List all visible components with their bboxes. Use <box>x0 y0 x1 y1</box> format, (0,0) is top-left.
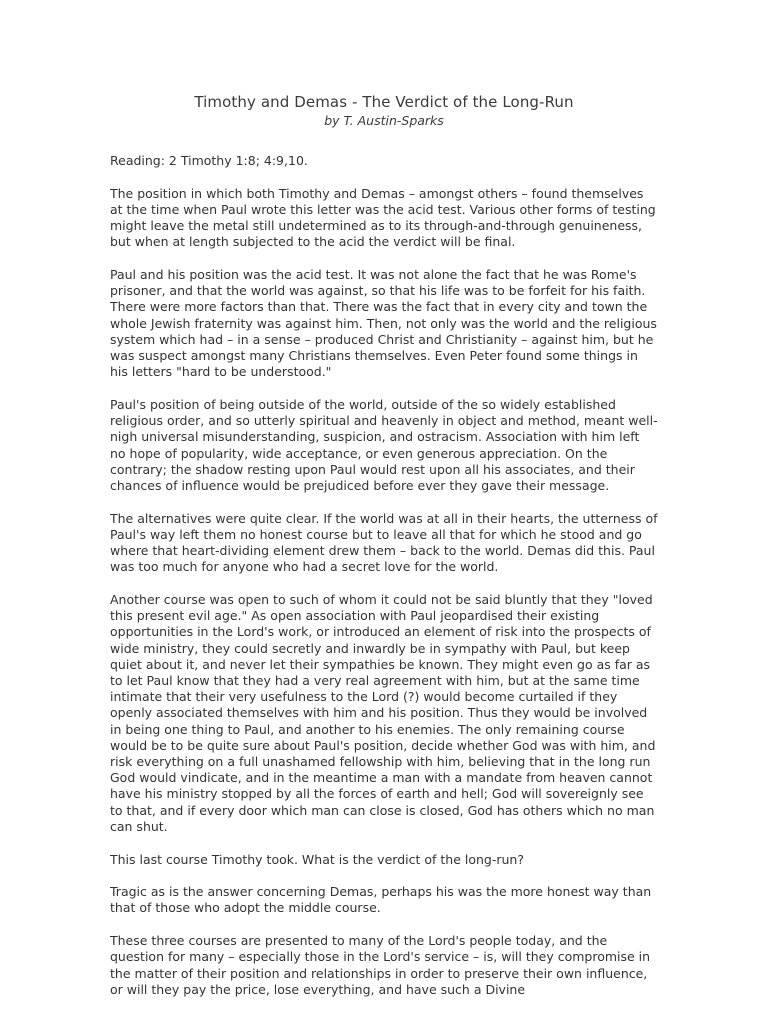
paragraph: This last course Timothy took. What is the verdict of the long-run? <box>110 851 524 867</box>
paragraph-reading: Reading: 2 Timothy 1:8; 4:9,10. <box>110 153 308 168</box>
paragraph: The position in which both Timothy and Demas – amongst others – found themselves at the time when Paul wrote this letter was the acid test. Various other forms of testing might leave the metal still undetermined as to its through-and-through genuineness, but when at length subjected to the acid the verdict will be final. <box>110 185 656 250</box>
paragraph: Another course was open to such of whom it could not be said bluntly that they "loved this present evil age." As open association with Paul jeopardised their existing opportunities in the Lord's work, or introduced an element of risk into the prospects of wide ministry, they could secretly and inwardly be in sympathy with Paul, but keep quiet about it, and never let their sympathies be known. They might even go as far as to let Paul know that they had a very real agreement with him, but at the same time intimate that their very usefulness to the Lord (?) would become curtailed if they openly associated themselves with him and his position. Thus they would be involved in being one thing to Paul, and another to his enemies. The only remaining course would be to be quite sure about Paul's position, decide whether God was with him, and risk everything on a full unashamed fellowship with him, believing that in the long run God would vindicate, and in the meantime a man with a mandate from heaven cannot have his ministry stopped by all the forces of earth and hell; God will sovereignly see to that, and if every door which man can close is closed, God has others which no man can shut. <box>110 591 656 834</box>
document-title: Timothy and Demas - The Verdict of the Long-Run <box>194 93 574 111</box>
paragraph: These three courses are presented to many of the Lord's people today, and the question for many – especially those in the Lord's service – is, will they compromise in the matter of their position and relationships in order to preserve their own influence, or will they pay the price, lose everything, and have such a Divine <box>110 933 651 997</box>
paragraph: The alternatives were quite clear. If the world was at all in their hearts, the utterness of Paul's way left them no honest course but to leave all that for which he stood and go where that heart-dividing element drew them – back to the world. Demas did this. Paul was too much for anyone who had a secret love for the world. <box>110 510 658 575</box>
paragraph: Paul and his position was the acid test. It was not alone the fact that he was Rome's prisoner, and that the world was against, so that his life was to be forfeit for his faith. There were more factors than that. There was the fact that in every city and town the whole Jewish fraternity was against him. Then, not only was the world and the religious system which had – in a sense – produced Christ and Christianity – against him, but he was suspect amongst many Christians themselves. Even Peter found some things in his letters "hard to be understood." <box>110 267 657 380</box>
paragraph: Tragic as is the answer concerning Demas, perhaps his was the more honest way than that of those who adopt the middle course. <box>110 884 652 916</box>
document-byline: by T. Austin-Sparks <box>324 113 444 128</box>
paragraph: Paul's position of being outside of the world, outside of the so widely established religious order, and so utterly spiritual and heavenly in object and method, meant well-nigh universal misunderstanding, suspicion, and ostracism. Association with him left no hope of popularity, wide acceptance, or even generous appreciation. On the contrary; the shadow resting upon Paul would rest upon all his associates, and their chances of influence would be prejudiced before ever they gave their message. <box>110 396 658 493</box>
